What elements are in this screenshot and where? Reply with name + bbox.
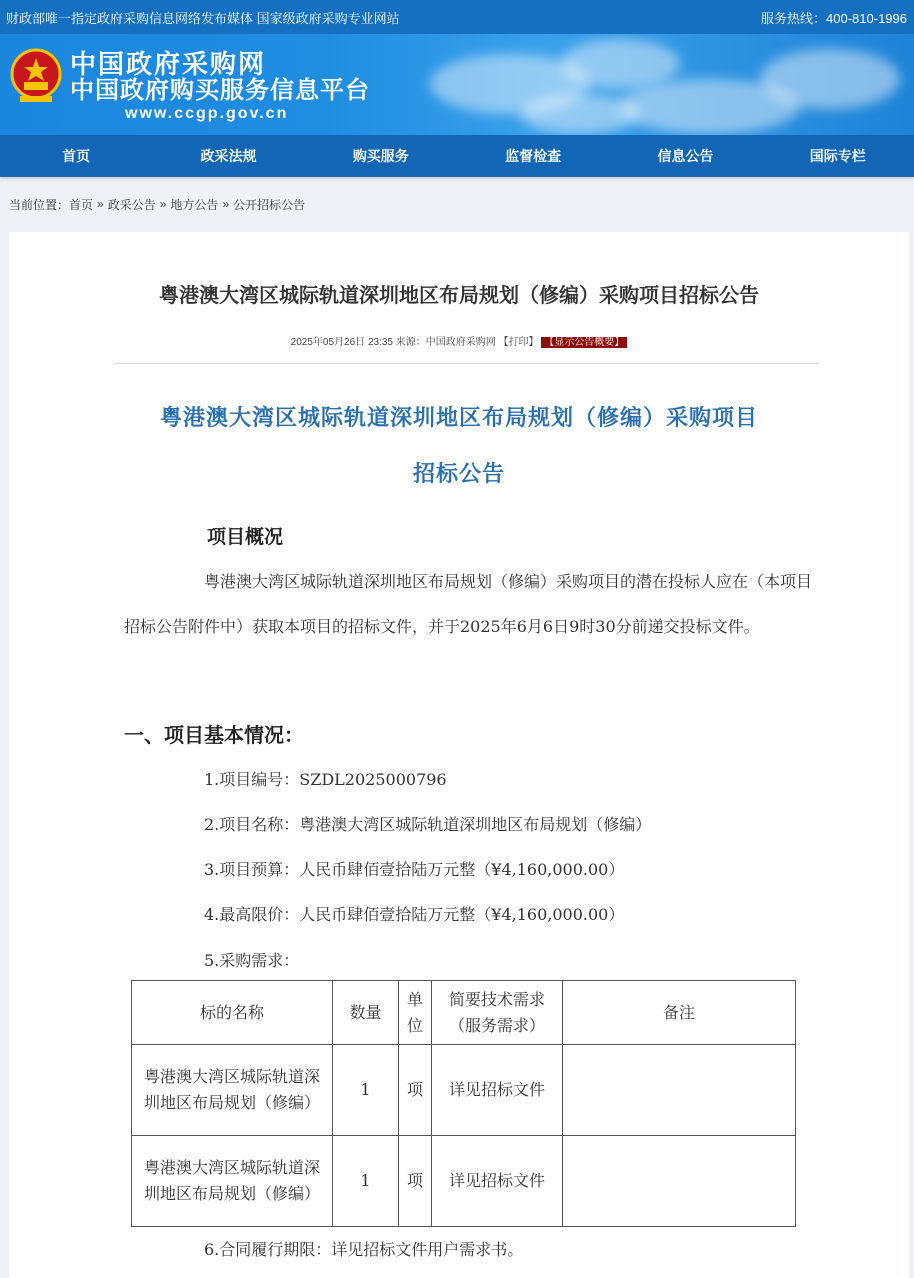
article-date-source: 2025年05月26日 23:35 来源：中国政府采购网: [290, 337, 496, 348]
table-row: [132, 1136, 796, 1227]
overview-heading: 项目概况: [207, 526, 284, 548]
table-row: [132, 1045, 796, 1136]
table-header-row: [132, 981, 796, 1045]
item-project-number: 1.项目编号：SZDL2025000796: [204, 770, 447, 789]
item-max-price: 4.最高限价：人民币肆佰壹拾陆万元整（¥4,160,000.00）: [204, 905, 625, 924]
cell-item-name: 粤港澳大湾区城际轨道深圳地区布局规划（修编）: [132, 1045, 333, 1136]
cell-unit: 项: [399, 1045, 432, 1136]
document-title-line2: 招标公告: [412, 461, 505, 487]
site-brand[interactable]: [70, 50, 370, 124]
national-emblem-icon: [10, 48, 62, 106]
breadcrumb-label: 当前位置：: [9, 197, 70, 212]
nav-purchase-services[interactable]: 购买服务: [352, 148, 409, 164]
breadcrumb-announcements[interactable]: 政采公告: [107, 197, 156, 212]
service-hotline: 服务热线：400-810-1996: [761, 10, 907, 26]
breadcrumb-open-tender[interactable]: 公开招标公告: [233, 197, 306, 212]
item-budget: 3.项目预算：人民币肆佰壹拾陆万元整（¥4,160,000.00）: [204, 860, 625, 879]
print-link[interactable]: 【打印】: [498, 337, 539, 348]
title-divider: [114, 363, 819, 364]
header-unit: 单位: [399, 981, 432, 1045]
breadcrumb-local[interactable]: 地方公告: [170, 197, 219, 212]
document-title: [109, 390, 809, 502]
article-card: [9, 232, 909, 1278]
item-requirements: 5.采购需求：: [204, 951, 300, 970]
header-quantity: 数量: [333, 981, 399, 1045]
brand-line1: 中国政府采购网: [70, 49, 267, 79]
breadcrumb-home[interactable]: 首页: [69, 197, 94, 212]
nav-home[interactable]: 首页: [62, 148, 91, 164]
nav-regulations[interactable]: 政采法规: [200, 148, 257, 164]
requirements-table: [131, 980, 796, 1227]
brand-line2: 中国政府购买服务信息平台: [70, 77, 370, 104]
cell-item-name: 粤港澳大湾区城际轨道深圳地区布局规划（修编）: [132, 1136, 333, 1227]
document-title-line1: 粤港澳大湾区城际轨道深圳地区布局规划（修编）采购项目: [159, 405, 758, 431]
cell-tech-requirements: 详见招标文件: [432, 1136, 563, 1227]
item-contract-period: 6.合同履行期限：详见招标文件用户需求书。: [204, 1240, 524, 1259]
header-remarks: 备注: [563, 981, 796, 1045]
section1-heading: 一、项目基本情况：: [124, 723, 304, 747]
brand-url: www.ccgp.gov.cn: [125, 105, 289, 122]
header-item-name: 标的名称: [132, 981, 333, 1045]
overview-text: 粤港澳大湾区城际轨道深圳地区布局规划（修编）采购项目的潜在投标人应在（本项目招标公告附件中）获取本项目的招标文件，并于2025年6月6日9时30分前递交投标文件。: [124, 572, 813, 636]
cell-quantity: 1: [333, 1045, 399, 1136]
nav-supervision[interactable]: 监督检查: [505, 148, 562, 164]
breadcrumb-sep: »: [222, 197, 230, 211]
cell-tech-requirements: 详见招标文件: [432, 1045, 563, 1136]
nav-announcements[interactable]: 信息公告: [657, 148, 714, 164]
breadcrumb: [0, 177, 914, 231]
cell-remarks: [563, 1136, 796, 1227]
header-tech-requirements: 简要技术需求（服务需求）: [432, 981, 563, 1045]
top-info-bar: [0, 0, 914, 34]
cell-unit: 项: [399, 1136, 432, 1227]
show-summary-button[interactable]: 【显示公告概要】: [541, 337, 627, 348]
cell-quantity: 1: [333, 1136, 399, 1227]
article-meta: [9, 333, 909, 348]
site-header-banner: [0, 34, 914, 135]
breadcrumb-sep: »: [159, 197, 167, 211]
main-nav: [0, 135, 914, 177]
nav-international[interactable]: 国际专栏: [809, 148, 866, 164]
cell-remarks: [563, 1045, 796, 1136]
site-slogan: 财政部唯一指定政府采购信息网络发布媒体 国家级政府采购专业网站: [6, 10, 400, 26]
breadcrumb-sep: »: [97, 197, 104, 211]
article-title: 粤港澳大湾区城际轨道深圳地区布局规划（修编）采购项目招标公告: [159, 285, 759, 307]
item-project-name: 2.项目名称：粤港澳大湾区城际轨道深圳地区布局规划（修编）: [204, 815, 652, 834]
